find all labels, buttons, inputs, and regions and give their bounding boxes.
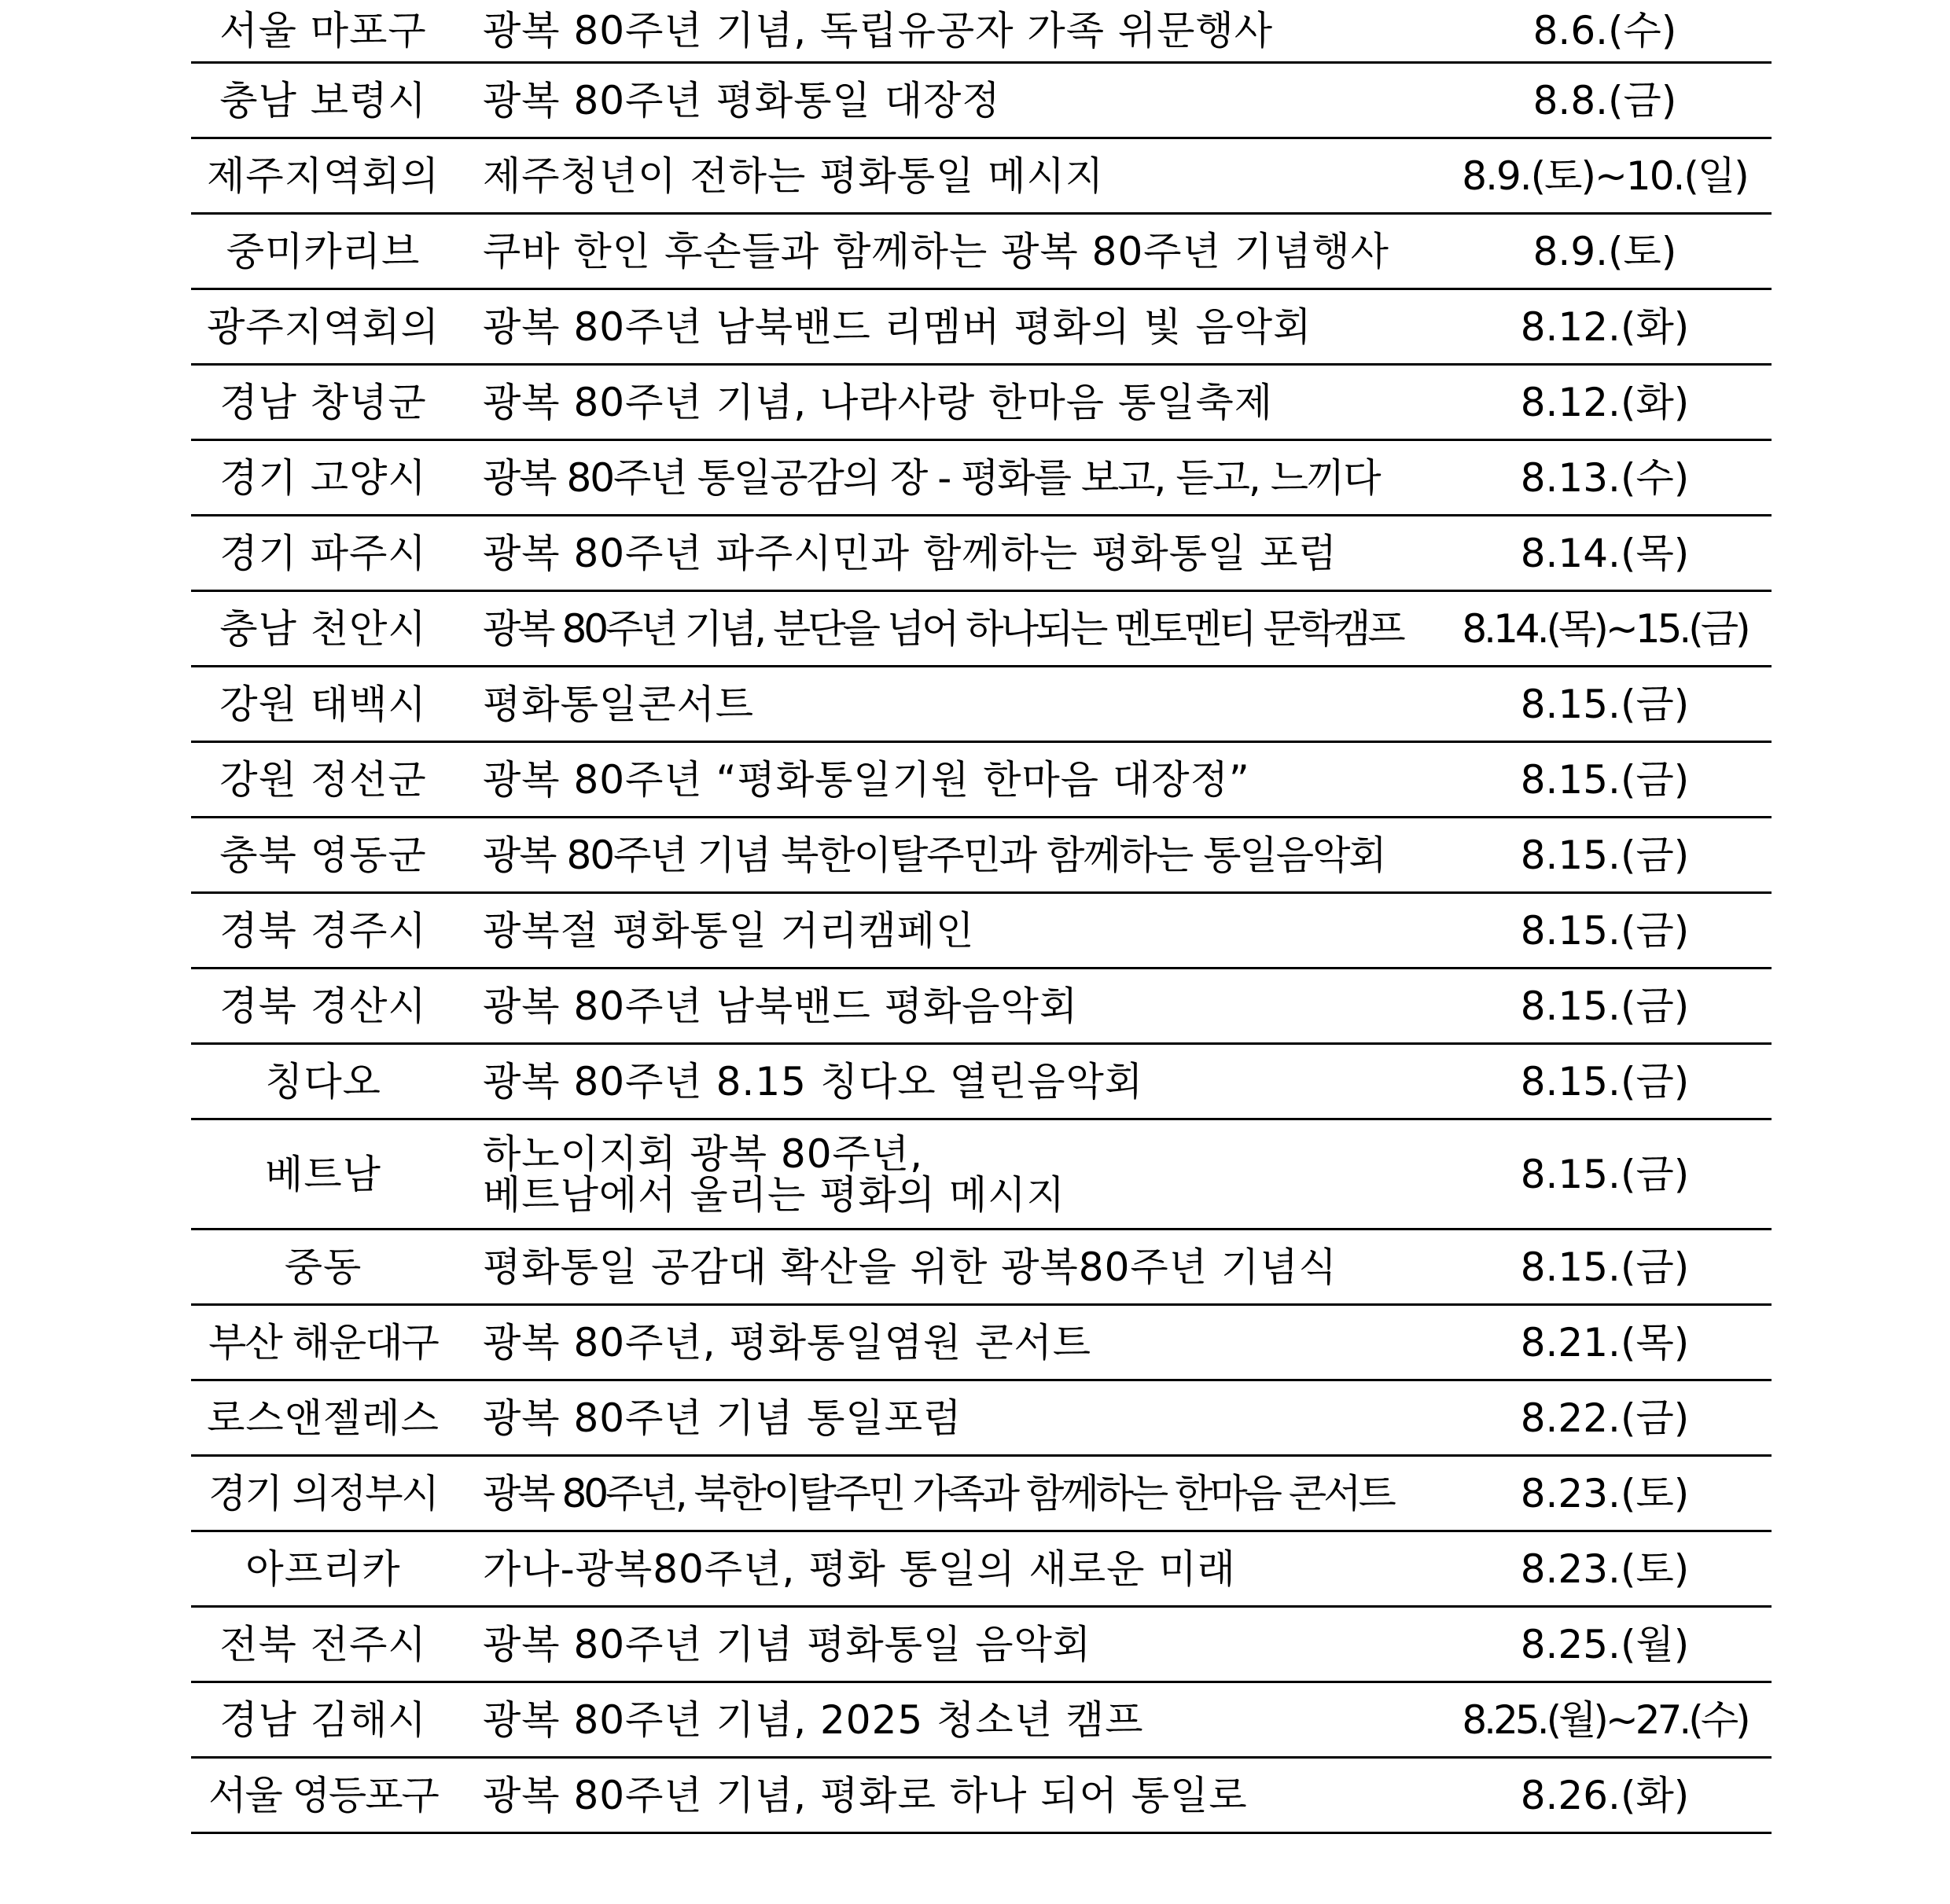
date-cell: 8.22.(금) xyxy=(1520,1395,1690,1441)
organizer-cell: 강원 태백시 xyxy=(219,681,427,727)
organizer-cell: 경북 경산시 xyxy=(219,983,427,1029)
event-cell: 광복 80주년, 평화통일염원 콘서트 xyxy=(483,1319,1092,1366)
organizer-cell: 중미카리브 xyxy=(226,228,421,274)
table-row xyxy=(191,1120,1772,1230)
organizer-cell: 로스앤젤레스 xyxy=(207,1395,440,1441)
organizer-cell: 칭다오 xyxy=(265,1058,381,1105)
table-row xyxy=(191,592,1772,667)
table-row xyxy=(191,441,1772,516)
event-cell: 평화통일 공감대 확산을 위한 광복80주년 기념식 xyxy=(483,1244,1337,1290)
table-row xyxy=(191,1608,1772,1683)
date-cell: 8.15.(금) xyxy=(1520,1244,1690,1290)
organizer-cell: 경남 김해시 xyxy=(219,1696,427,1743)
organizer-cell: 서울 영등포구 xyxy=(208,1772,438,1818)
table-row xyxy=(191,366,1772,441)
event-cell: 광복 80주년 기념 북한이탈주민과 함께하는 통일음악회 xyxy=(483,832,1385,878)
event-schedule-table xyxy=(191,0,1772,1834)
event-cell: 제주청년이 전하는 평화통일 메시지 xyxy=(483,153,1105,199)
organizer-cell: 경기 고양시 xyxy=(219,454,427,501)
event-cell: 광복 80주년 기념, 분단을 넘어 하나되는 멘토멘티 문학캠프 xyxy=(483,605,1403,652)
table-row xyxy=(191,1683,1772,1759)
event-cell: 가나-광복80주년, 평화 통일의 새로운 미래 xyxy=(483,1546,1236,1592)
date-cell: 8.23.(토) xyxy=(1520,1470,1690,1516)
event-cell: 광복 80주년 파주시민과 함께하는 평화통일 포럼 xyxy=(483,530,1337,576)
organizer-cell: 경기 의정부시 xyxy=(208,1470,438,1516)
event-cell xyxy=(455,1130,1438,1218)
table-row xyxy=(191,818,1772,894)
date-cell: 8.26.(화) xyxy=(1520,1772,1690,1818)
date-cell: 8.15.(금) xyxy=(1520,832,1690,878)
table-row xyxy=(191,1045,1772,1120)
table-row xyxy=(191,215,1772,290)
event-cell: 광복 80주년 “평화통일기원 한마음 대장정” xyxy=(483,756,1250,803)
organizer-cell: 서울 마포구 xyxy=(219,8,427,53)
table-row xyxy=(191,1759,1772,1834)
organizer-cell: 중동 xyxy=(284,1244,362,1290)
event-cell: 광복 80주년, 북한이탈주민 가족과 함께하는 한마음 콘서트 xyxy=(483,1470,1393,1516)
organizer-cell: 경북 경주시 xyxy=(219,907,427,954)
table-row xyxy=(191,1457,1772,1532)
date-cell: 8.9.(토)~10.(일) xyxy=(1462,153,1748,199)
event-cell: 광복 80주년 남북밴드 리멤버 평화의 빛 음악회 xyxy=(483,303,1312,350)
date-cell: 8.14.(목)~15.(금) xyxy=(1462,605,1748,652)
organizer-cell: 충남 천안시 xyxy=(219,605,427,652)
event-cell: 광복 80주년 기념, 독립유공자 가족 위문행사 xyxy=(483,8,1274,53)
date-cell: 8.15.(금) xyxy=(1520,1058,1690,1105)
event-cell: 광복 80주년 8.15 칭다오 열린음악회 xyxy=(483,1058,1144,1105)
date-cell: 8.13.(수) xyxy=(1520,454,1690,501)
table-row xyxy=(191,290,1772,366)
event-cell: 광복 80주년 통일공감의 장 - 평화를 보고, 듣고, 느끼다 xyxy=(483,454,1380,501)
date-cell: 8.25.(월) xyxy=(1520,1621,1690,1667)
table-row xyxy=(191,1532,1772,1608)
table-row xyxy=(191,0,1772,64)
table-row xyxy=(191,1230,1772,1306)
date-cell: 8.21.(목) xyxy=(1520,1319,1690,1366)
event-line: 하노이지회 광복 80주년, xyxy=(483,1130,924,1177)
organizer-cell: 경남 창녕군 xyxy=(219,379,427,425)
table-row xyxy=(191,1306,1772,1381)
table-row xyxy=(191,969,1772,1045)
organizer-cell: 충북 영동군 xyxy=(219,832,427,878)
table-row xyxy=(191,667,1772,743)
date-cell: 8.15.(금) xyxy=(1520,983,1690,1029)
date-cell: 8.15.(금) xyxy=(1520,756,1690,803)
date-cell: 8.8.(금) xyxy=(1532,77,1677,123)
date-cell: 8.12.(화) xyxy=(1520,379,1690,425)
organizer-cell: 경기 파주시 xyxy=(219,530,427,576)
event-cell: 광복 80주년 기념 평화통일 음악회 xyxy=(483,1621,1092,1667)
organizer-cell: 강원 정선군 xyxy=(219,756,427,803)
organizer-cell: 전북 전주시 xyxy=(219,1621,427,1667)
event-cell: 평화통일콘서트 xyxy=(483,681,755,727)
organizer-cell: 베트남 xyxy=(265,1151,381,1197)
organizer-cell: 광주지역회의 xyxy=(207,303,440,350)
date-cell: 8.15.(금) xyxy=(1520,1151,1690,1197)
organizer-cell: 부산 해운대구 xyxy=(208,1319,438,1366)
event-line: 베트남에서 울리는 평화의 메시지 xyxy=(483,1171,1065,1218)
event-cell: 쿠바 한인 후손들과 함께하는 광복 80주년 기념행사 xyxy=(483,228,1389,274)
table-row xyxy=(191,743,1772,818)
date-cell: 8.23.(토) xyxy=(1520,1546,1690,1592)
date-cell: 8.15.(금) xyxy=(1520,907,1690,954)
date-cell: 8.25.(월)~27.(수) xyxy=(1462,1696,1748,1743)
date-cell: 8.15.(금) xyxy=(1520,681,1690,727)
date-cell: 8.9.(토) xyxy=(1532,228,1677,274)
event-cell: 광복 80주년 기념 통일포럼 xyxy=(483,1395,962,1441)
table-row xyxy=(191,64,1772,139)
organizer-cell: 제주지역회의 xyxy=(207,153,440,199)
event-cell: 광복 80주년 남북밴드 평화음악회 xyxy=(483,983,1079,1029)
table-row xyxy=(191,894,1772,969)
table-row xyxy=(191,139,1772,215)
date-cell: 8.14.(목) xyxy=(1520,530,1690,576)
event-cell: 광복 80주년 기념, 나라사랑 한마음 통일축제 xyxy=(483,379,1274,425)
event-cell: 광복 80주년 기념, 평화로 하나 되어 통일로 xyxy=(483,1772,1248,1818)
event-cell: 광복절 평화통일 거리캠페인 xyxy=(483,907,975,954)
date-cell: 8.6.(수) xyxy=(1532,8,1677,53)
event-cell: 광복 80주년 기념, 2025 청소년 캠프 xyxy=(483,1696,1144,1743)
event-cell: 광복 80주년 평화통일 대장정 xyxy=(483,77,1001,123)
organizer-cell: 충남 보령시 xyxy=(219,77,427,123)
organizer-cell: 아프리카 xyxy=(245,1546,401,1592)
date-cell: 8.12.(화) xyxy=(1520,303,1690,350)
table-row xyxy=(191,1381,1772,1457)
table-row xyxy=(191,516,1772,592)
